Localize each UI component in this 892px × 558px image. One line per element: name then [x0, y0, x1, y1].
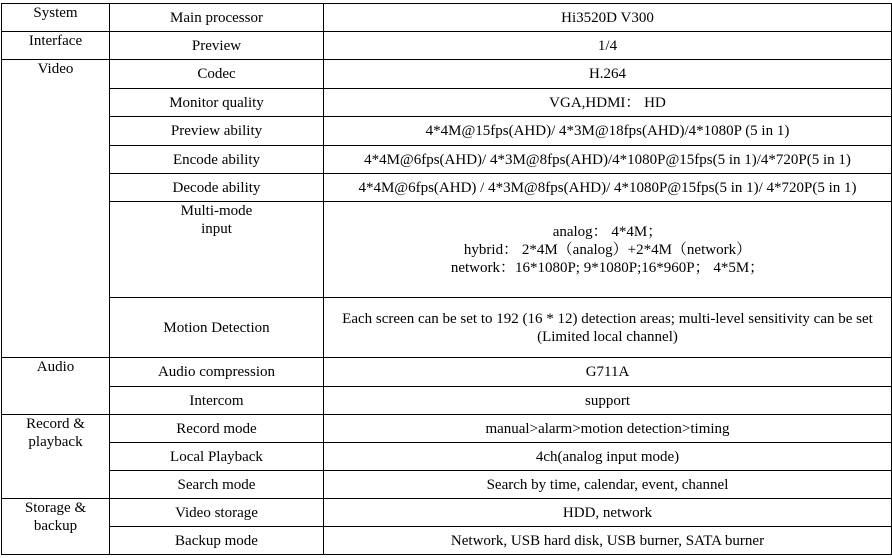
- feature-multi-mode-input: [110, 202, 324, 298]
- category-line: Storage &: [24, 500, 87, 516]
- value-decode-ability: 4*4M@6fps(AHD) / 4*3M@8fps(AHD)/ 4*1080P@15fps(5 in 1)/ 4*720P(5 in 1): [324, 174, 892, 202]
- feature-encode-ability: Encode ability: [110, 146, 324, 174]
- feature-motion-detection: Motion Detection: [110, 298, 324, 358]
- feature-intercom: Intercom: [110, 387, 324, 415]
- value-preview: 1/4: [324, 32, 892, 60]
- value-line: hybrid： 2*4M（analog）+2*4M（network）: [463, 241, 752, 258]
- table-row: [2, 527, 892, 555]
- feature-record-mode: Record mode: [110, 415, 324, 443]
- table-row: [2, 471, 892, 499]
- table-row: [2, 117, 892, 146]
- table-row: [2, 202, 892, 298]
- feature-preview: Preview: [110, 32, 324, 60]
- value-preview-ability: 4*4M@15fps(AHD)/ 4*3M@18fps(AHD)/4*1080P (5 in 1): [324, 117, 892, 146]
- feature-codec: Codec: [110, 60, 324, 89]
- category-audio: Audio: [2, 358, 110, 415]
- category-storage-backup: [2, 499, 110, 555]
- feature-decode-ability: Decode ability: [110, 174, 324, 202]
- category-system: System: [2, 4, 110, 32]
- value-line: network：16*1080P; 9*1080P;16*960P； 4*5M；: [450, 259, 765, 276]
- value-monitor-quality: VGA,HDMI： HD: [324, 89, 892, 117]
- table-row: [2, 60, 892, 89]
- category-line: Record &: [26, 416, 85, 432]
- table-row: [2, 415, 892, 443]
- table-row: [2, 443, 892, 471]
- table-row: [2, 387, 892, 415]
- value-video-storage: HDD, network: [324, 499, 892, 527]
- feature-line: input: [201, 221, 232, 237]
- feature-video-storage: Video storage: [110, 499, 324, 527]
- feature-monitor-quality: Monitor quality: [110, 89, 324, 117]
- table-row: [2, 146, 892, 174]
- value-main-processor: Hi3520D V300: [324, 4, 892, 32]
- table-row: [2, 499, 892, 527]
- spec-table: [1, 3, 892, 555]
- value-encode-ability: 4*4M@6fps(AHD)/ 4*3M@8fps(AHD)/4*1080P@15fps(5 in 1)/4*720P(5 in 1): [324, 146, 892, 174]
- value-backup-mode: Network, USB hard disk, USB burner, SATA burner: [324, 527, 892, 555]
- value-local-playback: 4ch(analog input mode): [324, 443, 892, 471]
- feature-main-processor: Main processor: [110, 4, 324, 32]
- table-row: [2, 358, 892, 387]
- feature-audio-compression: Audio compression: [110, 358, 324, 387]
- category-line: playback: [28, 434, 83, 450]
- feature-line: Multi-mode: [180, 203, 253, 219]
- feature-backup-mode: Backup mode: [110, 527, 324, 555]
- value-codec: H.264: [324, 60, 892, 89]
- category-line: backup: [33, 518, 78, 534]
- value-record-mode: manual>alarm>motion detection>timing: [324, 415, 892, 443]
- value-intercom: support: [324, 387, 892, 415]
- value-motion-detection: Each screen can be set to 192 (16 * 12) detection areas; multi-level sensitivity can be set (Limited local channel): [324, 298, 892, 358]
- category-interface: Interface: [2, 32, 110, 60]
- value-line: analog： 4*4M；: [552, 223, 663, 240]
- table-row: [2, 174, 892, 202]
- table-row: [2, 89, 892, 117]
- table-row: [2, 4, 892, 32]
- category-video: Video: [2, 60, 110, 358]
- table-row: [2, 298, 892, 358]
- value-search-mode: Search by time, calendar, event, channel: [324, 471, 892, 499]
- feature-search-mode: Search mode: [110, 471, 324, 499]
- table-row: [2, 32, 892, 60]
- category-record-playback: [2, 415, 110, 499]
- feature-preview-ability: Preview ability: [110, 117, 324, 146]
- value-multi-mode-input: [324, 202, 892, 298]
- feature-local-playback: Local Playback: [110, 443, 324, 471]
- value-audio-compression: G711A: [324, 358, 892, 387]
